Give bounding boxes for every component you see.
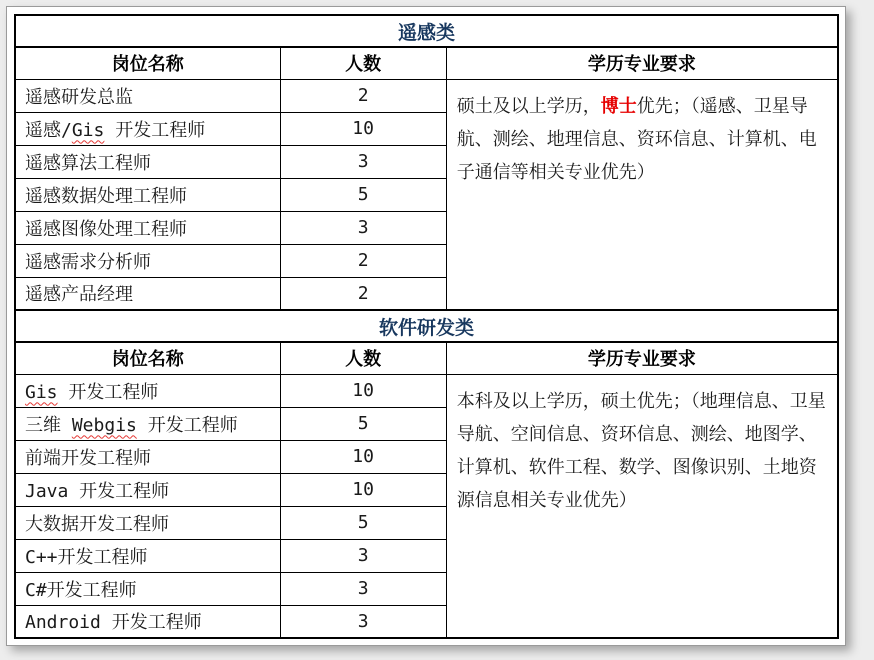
recruitment-table <box>14 14 839 639</box>
column-header-row <box>15 47 838 79</box>
position-cell <box>15 407 280 440</box>
headcount-cell: 2 <box>280 79 446 112</box>
position-cell <box>15 572 280 605</box>
text-segment: 硕土及以上学历， <box>456 95 601 117</box>
document-page <box>6 6 846 646</box>
text-segment: 开发工程师 <box>136 414 238 436</box>
position-cell <box>15 145 280 178</box>
position-cell <box>15 506 280 539</box>
headcount-cell: 5 <box>280 407 446 440</box>
column-header-headcount: 人数 <box>280 342 446 374</box>
text-segment: 开发工程师 <box>104 119 206 141</box>
headcount-cell: 3 <box>280 572 446 605</box>
text-segment: 三维 <box>25 414 72 436</box>
position-cell <box>15 178 280 211</box>
text-segment: 遥感/ <box>25 119 72 141</box>
section-title: 软件研发类 <box>15 310 838 342</box>
position-cell <box>15 244 280 277</box>
text-segment: Android 开发工程师 <box>25 612 202 634</box>
headcount-cell: 5 <box>280 506 446 539</box>
misspelled-word: Webgis <box>71 414 137 436</box>
position-cell <box>15 605 280 638</box>
text-segment: 遥感图像处理工程师 <box>25 218 187 240</box>
column-header-position: 岗位名称 <box>15 47 280 79</box>
position-cell <box>15 211 280 244</box>
headcount-cell: 3 <box>280 539 446 572</box>
section-header-row <box>15 310 838 342</box>
text-segment: C#开发工程师 <box>25 579 137 601</box>
requirements-cell <box>446 374 838 638</box>
text-segment: 本科及以上学历，硕土优先；（地理信息、卫星导航、空间信息、资环信息、测绘、地图学、计算机、软件工程、数学、图像识别、土地资源信息相关专业优先） <box>456 390 826 511</box>
column-header-requirements: 学历专业要求 <box>446 342 838 374</box>
requirements-cell <box>446 79 838 310</box>
text-segment: 开发工程师 <box>57 381 159 403</box>
text-segment: 大数据开发工程师 <box>25 513 169 535</box>
headcount-cell: 10 <box>280 112 446 145</box>
position-cell <box>15 277 280 310</box>
table-row <box>15 79 838 112</box>
text-segment: 遥感算法工程师 <box>25 152 151 174</box>
column-header-headcount: 人数 <box>280 47 446 79</box>
misspelled-word: Gis <box>25 381 58 403</box>
text-segment: 遥感产品经理 <box>25 284 133 306</box>
text-segment: Java 开发工程师 <box>25 480 170 502</box>
position-cell <box>15 79 280 112</box>
highlighted-text: 博士 <box>600 95 637 117</box>
headcount-cell: 3 <box>280 605 446 638</box>
headcount-cell: 5 <box>280 178 446 211</box>
position-cell <box>15 440 280 473</box>
headcount-cell: 2 <box>280 277 446 310</box>
headcount-cell: 3 <box>280 145 446 178</box>
column-header-requirements: 学历专业要求 <box>446 47 838 79</box>
column-header-position: 岗位名称 <box>15 342 280 374</box>
text-segment: 前端开发工程师 <box>25 447 151 469</box>
text-segment: 遥感研发总监 <box>25 86 133 108</box>
headcount-cell: 10 <box>280 440 446 473</box>
text-segment: C++开发工程师 <box>25 546 148 568</box>
headcount-cell: 2 <box>280 244 446 277</box>
column-header-row <box>15 342 838 374</box>
text-segment: 遥感数据处理工程师 <box>25 185 187 207</box>
position-cell <box>15 112 280 145</box>
section-header-row <box>15 15 838 47</box>
text-segment: 优先；（遥感、卫星导航、测绘、地理信息、资环信息、计算机、电子通信等相关专业优先） <box>456 95 817 183</box>
position-cell <box>15 539 280 572</box>
section-title: 遥感类 <box>15 15 838 47</box>
text-segment: 遥感需求分析师 <box>25 251 151 273</box>
recruitment-table-body <box>15 15 838 638</box>
misspelled-word: Gis <box>71 119 105 141</box>
position-cell <box>15 374 280 407</box>
headcount-cell: 10 <box>280 374 446 407</box>
headcount-cell: 3 <box>280 211 446 244</box>
table-row <box>15 374 838 407</box>
headcount-cell: 10 <box>280 473 446 506</box>
position-cell <box>15 473 280 506</box>
